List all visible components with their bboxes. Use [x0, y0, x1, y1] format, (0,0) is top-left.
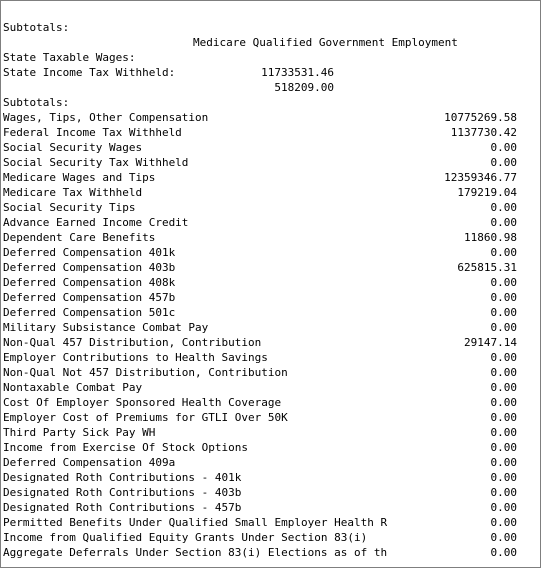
state-row-value: 518209.00: [274, 81, 334, 94]
subtotal-row-value: 0.00: [490, 531, 517, 544]
subtotals-report: [3, 5, 540, 560]
subtotal-row-value: 0.00: [490, 546, 517, 559]
subtotal-row: [3, 515, 540, 530]
subtotal-row-value: 11860.98: [464, 231, 517, 244]
subtotal-row-value: 0.00: [490, 486, 517, 499]
subtotal-row-label: Wages, Tips, Other Compensation: [3, 111, 209, 124]
subtotal-row: [3, 455, 540, 470]
subtotal-row-value: 0.00: [490, 516, 517, 529]
state-row-label: State Taxable Wages:: [3, 51, 136, 64]
subtotal-row-label: Deferred Compensation 403b: [3, 261, 176, 274]
subtotal-row-label: Third Party Sick Pay WH: [3, 426, 156, 439]
subtotal-row: [3, 170, 540, 185]
subtotal-row-label: Deferred Compensation 408k: [3, 276, 176, 289]
subtotal-row-label: Deferred Compensation 457b: [3, 291, 176, 304]
subtotal-row-label: Military Subsistance Combat Pay: [3, 321, 209, 334]
subtotal-row-value: 0.00: [490, 366, 517, 379]
subtotal-row-label: Aggregate Deferrals Under Section 83(i) Elections as of th: [3, 546, 388, 559]
subtotal-row: [3, 350, 540, 365]
subtotal-row-label: Medicare Tax Withheld: [3, 186, 143, 199]
subtotals-section-label: [3, 80, 540, 109]
subtotal-row-value: 0.00: [490, 276, 517, 289]
subtotal-row: [3, 230, 540, 245]
subtotal-row: [3, 395, 540, 410]
subtotal-row-value: 0.00: [490, 441, 517, 454]
state-row-label: State Income Tax Withheld:: [3, 66, 176, 79]
subtotal-row-label: Non-Qual Not 457 Distribution, Contribution: [3, 366, 288, 379]
subtotal-row: [3, 500, 540, 515]
subtotal-row-label: Permitted Benefits Under Qualified Small Employer Health R: [3, 516, 388, 529]
subtotal-row: [3, 155, 540, 170]
subtotal-row: [3, 215, 540, 230]
subtotal-row-value: 0.00: [490, 471, 517, 484]
subtotal-row: [3, 140, 540, 155]
subtotal-row: [3, 545, 540, 560]
state-row-value: 11733531.46: [261, 66, 334, 79]
subtotal-row-label: Designated Roth Contributions - 457b: [3, 501, 242, 514]
subtotal-row-value: 0.00: [490, 201, 517, 214]
subtotal-row-label: Designated Roth Contributions - 401k: [3, 471, 242, 484]
subtotals-label: Subtotals:: [3, 21, 70, 34]
subtotal-row-label: Advance Earned Income Credit: [3, 216, 189, 229]
subtotal-row-value: 10775269.58: [444, 111, 517, 124]
subtotal-row-label: Federal Income Tax Withheld: [3, 126, 182, 139]
subtotal-row: [3, 185, 540, 200]
subtotal-row: [3, 260, 540, 275]
subtotal-row: [3, 410, 540, 425]
subtotal-row-label: Deferred Compensation 401k: [3, 246, 176, 259]
subtotals-label-2: Subtotals:: [3, 96, 70, 109]
subtotal-row-value: 29147.14: [464, 336, 517, 349]
subtotal-row: [3, 320, 540, 335]
subtotal-row: [3, 485, 540, 500]
spacer: [3, 95, 540, 110]
subtotal-row: [3, 470, 540, 485]
subtotal-rows: [3, 110, 540, 560]
subtotal-row-label: Income from Exercise Of Stock Options: [3, 441, 249, 454]
subtotal-row: [3, 245, 540, 260]
subtotal-row: [3, 305, 540, 320]
subtotal-row-value: 0.00: [490, 246, 517, 259]
subtotal-row: [3, 530, 540, 545]
subtotal-row-label: Designated Roth Contributions - 403b: [3, 486, 242, 499]
subtotal-row-label: Medicare Wages and Tips: [3, 171, 156, 184]
subtotal-row: [3, 200, 540, 215]
subtotal-row: [3, 290, 540, 305]
subtotal-row-value: 0.00: [490, 306, 517, 319]
subtotal-row-value: 0.00: [490, 216, 517, 229]
subtotal-row: [3, 380, 540, 395]
subtotal-row-label: Cost Of Employer Sponsored Health Coverage: [3, 396, 282, 409]
subtotal-row-value: 0.00: [490, 396, 517, 409]
spacer: [3, 20, 540, 35]
subtotal-row-label: Social Security Tips: [3, 201, 136, 214]
subtotal-row: [3, 425, 540, 440]
subtotal-row-value: 0.00: [490, 381, 517, 394]
subtotal-row-value: 0.00: [490, 411, 517, 424]
subtotal-row-label: Social Security Wages: [3, 141, 143, 154]
subtotal-row-label: Employer Cost of Premiums for GTLI Over 50K: [3, 411, 288, 424]
subtotal-row-label: Deferred Compensation 409a: [3, 456, 176, 469]
subtotal-row-label: Nontaxable Combat Pay: [3, 381, 143, 394]
subtotal-row-value: 0.00: [490, 426, 517, 439]
subtotal-row-value: 0.00: [490, 156, 517, 169]
subtotal-row: [3, 275, 540, 290]
subtotal-row-value: 12359346.77: [444, 171, 517, 184]
subtotal-row: [3, 335, 540, 350]
subtotal-row-value: 0.00: [490, 456, 517, 469]
subtotal-row-label: Non-Qual 457 Distribution, Contribution: [3, 336, 262, 349]
subtotal-row: [3, 365, 540, 380]
subtotal-row-value: 0.00: [490, 501, 517, 514]
subtotal-row-label: Income from Qualified Equity Grants Under Section 83(i): [3, 531, 368, 544]
subtotal-row-label: Dependent Care Benefits: [3, 231, 156, 244]
report-header: [3, 5, 540, 49]
subtotal-row-value: 0.00: [490, 291, 517, 304]
subtotal-row-value: 1137730.42: [450, 126, 517, 139]
subtotal-row-value: 179219.04: [457, 186, 517, 199]
subtotal-row: [3, 125, 540, 140]
subtotal-row-label: Employer Contributions to Health Savings: [3, 351, 268, 364]
subtotal-row-value: 0.00: [490, 141, 517, 154]
subtotal-row: [3, 110, 540, 125]
subtotal-row-value: 0.00: [490, 321, 517, 334]
subtotal-row-label: Social Security Tax Withheld: [3, 156, 189, 169]
subtotal-row-label: Deferred Compensation 501c: [3, 306, 176, 319]
subtotal-row: [3, 440, 540, 455]
subtotal-row-value: 0.00: [490, 351, 517, 364]
report-title: Medicare Qualified Government Employment: [193, 36, 458, 49]
subtotal-row-value: 625815.31: [457, 261, 517, 274]
